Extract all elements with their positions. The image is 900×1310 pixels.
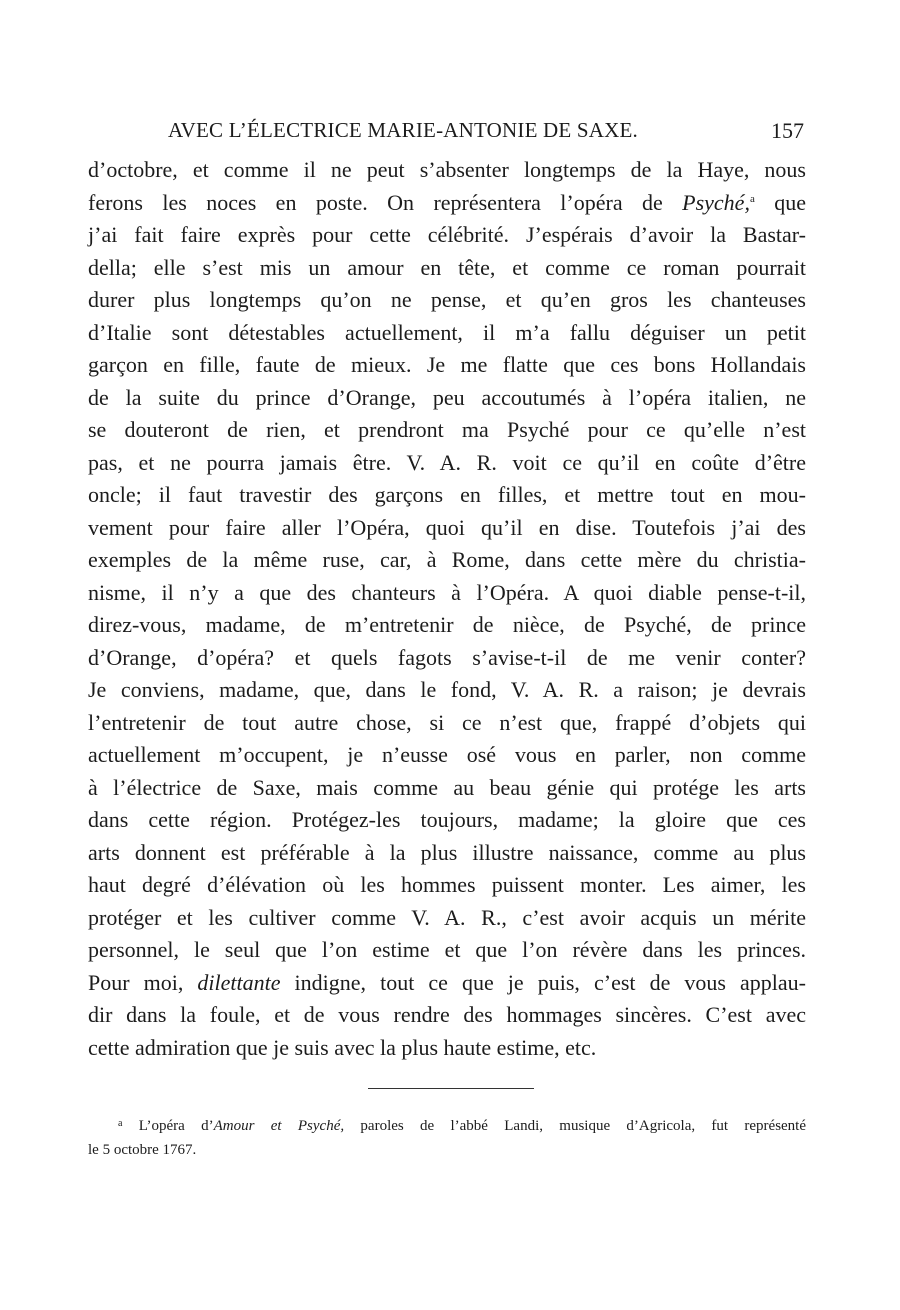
- footnote-title-italic: Amour et Psyché,: [213, 1118, 345, 1134]
- text-line-closing: cette admiration que je suis avec la plus haute estime, etc.: [88, 1034, 597, 1060]
- text-line: personnel, le seul que l’on estime et que l’on révère dans les princes.: [88, 937, 806, 962]
- text-line: [88, 967, 806, 1000]
- footnote-line: le 5 octobre 1767.: [88, 1142, 197, 1158]
- text-run: Pour moi,: [88, 969, 198, 995]
- text-run: ferons les noces en poste. On représentera l’opéra de: [88, 189, 683, 215]
- text-line: à l’électrice de Saxe, mais comme au beau génie qui protége les arts: [88, 774, 806, 800]
- text-line: dir dans la foule, et de vous rendre des hommages sincères. C’est avec: [88, 1002, 806, 1027]
- text-run: L’opéra d’: [122, 1118, 214, 1134]
- text-line: dans cette région. Protégez-les toujours, madame; la gloire que ces: [88, 807, 806, 832]
- letter-body: [88, 154, 806, 1064]
- opera-title-italic: Psyché,: [682, 189, 750, 215]
- text-line: haut degré d’élévation où les hommes puissent monter. Les aimer, les: [88, 872, 806, 897]
- text-line: protéger et les cultiver comme V. A. R., c’est avoir acquis un mérite: [88, 904, 806, 930]
- dilettante-italic: dilettante: [197, 969, 281, 995]
- text-line: garçon en fille, faute de mieux. Je me flatte que ces bons Hollandais: [88, 352, 806, 377]
- running-title: AVEC L’ÉLECTRICE MARIE-ANTONIE DE SAXE.: [168, 118, 638, 142]
- text-line: nisme, il n’y a que des chanteurs à l’Opéra. A quoi diable pense-t-il,: [88, 579, 806, 605]
- text-line: d’octobre, et comme il ne peut s’absenter longtemps de la Haye, nous: [88, 157, 806, 182]
- text-run: paroles de l’abbé Landi, musique d’Agricola, fut représenté: [344, 1118, 807, 1134]
- text-line: j’ai fait faire exprès pour cette célébrité. J’espérais d’avoir la Bastar-: [88, 222, 806, 247]
- text-line: exemples de la même ruse, car, à Rome, dans cette mère du christia-: [88, 547, 806, 572]
- text-line: pas, et ne pourra jamais être. V. A. R. voit ce qu’il en coûte d’être: [88, 449, 806, 475]
- text-line: durer plus longtemps qu’on ne pense, et qu’en gros les chanteuses: [88, 287, 806, 312]
- text-line: direz-vous, madame, de m’entretenir de nièce, de Psyché, de prince: [88, 612, 806, 637]
- text-line: della; elle s’est mis un amour en tête, et comme ce roman pourrait: [88, 254, 806, 280]
- page-number: 157: [771, 118, 804, 143]
- text-line: arts donnent est préférable à la plus illustre naissance, comme au plus: [88, 839, 806, 865]
- text-line: d’Italie sont détestables actuellement, il m’a fallu déguiser un petit: [88, 319, 806, 345]
- text-line: de la suite du prince d’Orange, peu accoutumés à l’opéra italien, ne: [88, 384, 806, 410]
- text-line: [88, 187, 806, 220]
- running-head: [88, 118, 808, 146]
- footnote-reference: a: [749, 192, 755, 205]
- text-run: que: [754, 189, 806, 215]
- text-line: Je conviens, madame, que, dans le fond, V. A. R. a raison; je devrais: [88, 677, 806, 702]
- footnote: [88, 1114, 806, 1162]
- footnote-mark: a: [118, 1118, 123, 1129]
- text-line: l’entretenir de tout autre chose, si ce n’est que, frappé d’objets qui: [88, 709, 806, 735]
- text-line: se douteront de rien, et prendront ma Psyché pour ce qu’elle n’est: [88, 417, 806, 442]
- text-line: vement pour faire aller l’Opéra, quoi qu’il en dise. Toutefois j’ai des: [88, 514, 806, 540]
- text-line: actuellement m’occupent, je n’eusse osé vous en parler, non comme: [88, 742, 806, 767]
- footnote-line: [88, 1114, 806, 1138]
- text-run: indigne, tout ce que je puis, c’est de vous applau-: [280, 969, 806, 995]
- text-line: oncle; il faut travestir des garçons en filles, et mettre tout en mou-: [88, 482, 806, 507]
- text-line: d’Orange, d’opéra? et quels fagots s’avise-t-il de me venir conter?: [88, 644, 806, 670]
- footnote-divider: [368, 1088, 534, 1089]
